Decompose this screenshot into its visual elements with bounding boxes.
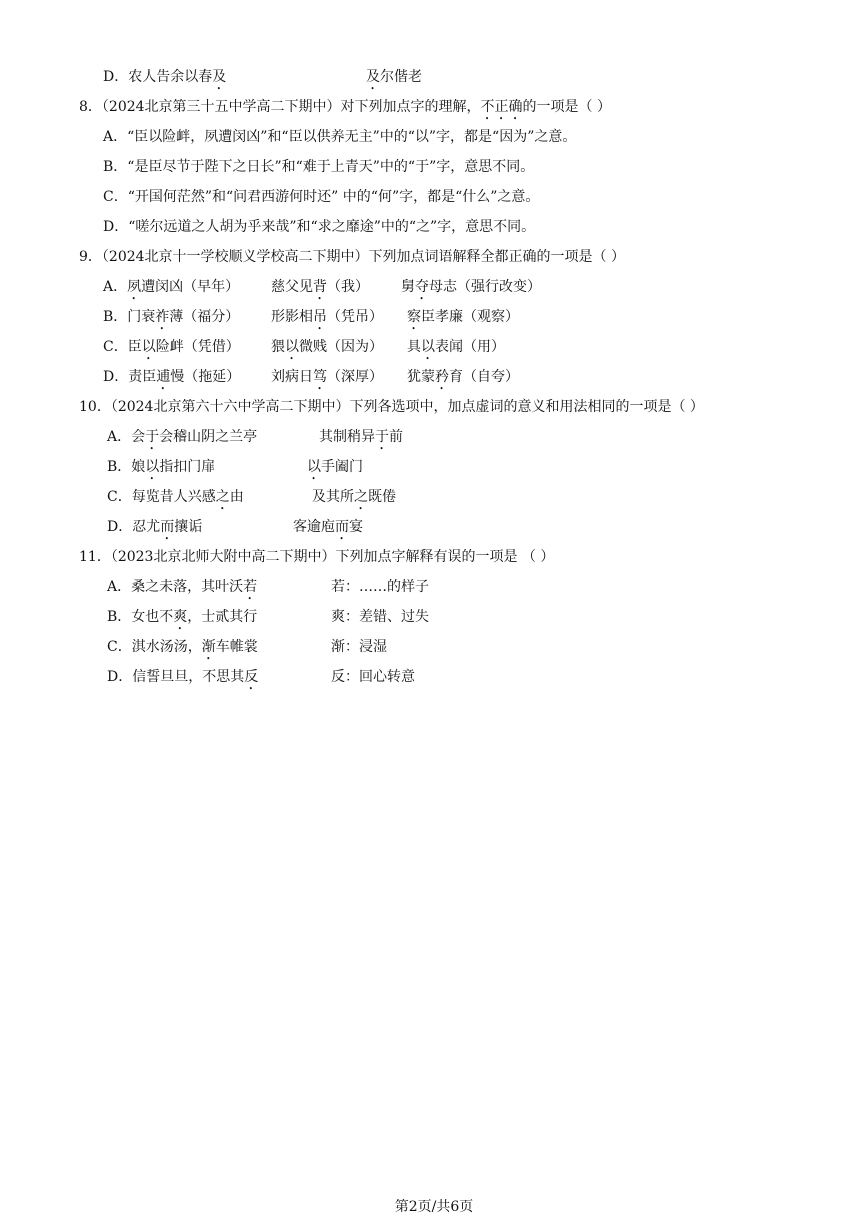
q11-option-c-gloss: 渐：浸湿	[331, 639, 387, 655]
q8-option-d: D．“嗟尔远道之人胡为乎来哉”和“求之靡途”中的“之”字，意思不同。	[103, 219, 536, 235]
q9-option-a-third: 舅夺母志（强行改变）	[401, 279, 541, 295]
q10-option-a: A．会于会稽山阴之兰亭	[107, 429, 258, 445]
q11-option-a-gloss: 若：……的样子	[331, 579, 429, 595]
q10-option-b-second: 以手阖门	[307, 459, 363, 475]
q7-option-d: D．农人告余以春及	[103, 69, 227, 85]
q9-option-d: D．责臣逋慢（拖延）	[103, 369, 241, 385]
q9-option-b: B．门衰祚薄（福分）	[103, 309, 240, 325]
q9-option-c: C．臣以险衅（凭借）	[103, 339, 240, 355]
q9-option-b-third: 察臣孝廉（观察）	[407, 309, 519, 325]
q9-option-d-third: 犹蒙矜育（自夸）	[407, 369, 519, 385]
question-11-stem: 11．（2023北京北师大附中高二下期中）下列加点字解释有误的一项是 （ ）	[79, 549, 555, 565]
q10-option-d-second: 客逾庖而宴	[293, 519, 363, 535]
q9-option-c-third: 具以表闻（用）	[407, 339, 505, 355]
q10-option-c: C．每览昔人兴感之由	[107, 489, 244, 505]
q9-option-a: A．夙遭闵凶（早年）	[103, 279, 240, 295]
q11-option-d-gloss: 反：回心转意	[331, 669, 415, 685]
q11-option-d: D．信誓旦旦，不思其反	[107, 669, 259, 685]
q10-option-a-second: 其制稍异于前	[319, 429, 403, 445]
page-number-footer: 第2页/共6页	[394, 1199, 474, 1215]
q11-option-c: C．淇水汤汤，渐车帷裳	[107, 639, 258, 655]
q8-option-c: C．“开国何茫然”和“问君西游何时还” 中的“何”字，都是“什么”之意。	[103, 189, 540, 205]
q9-option-a-second: 慈父见背（我）	[271, 279, 369, 295]
q8-option-a: A．“臣以险衅，夙遭闵凶”和“臣以供养无主”中的“以”字，都是“因为”之意。	[103, 129, 577, 145]
q9-option-c-second: 猥以微贱（因为）	[271, 339, 383, 355]
q10-option-b: B．娘以指扣门扉	[107, 459, 216, 475]
q10-option-c-second: 及其所之既倦	[312, 489, 396, 505]
q11-option-b: B．女也不爽，士贰其行	[107, 609, 258, 625]
q11-option-b-gloss: 爽：差错、过失	[331, 609, 429, 625]
q11-option-a: A．桑之未落，其叶沃若	[107, 579, 258, 595]
q10-option-d: D．忍尤而攘诟	[107, 519, 203, 535]
q9-option-b-second: 形影相吊（凭吊）	[271, 309, 383, 325]
q9-option-d-second: 刘病日笃（深厚）	[271, 369, 383, 385]
q7-option-d-right: 及尔偕老	[366, 69, 422, 85]
question-10-stem: 10．（2024北京第六十六中学高二下期中）下列各选项中，加点虚词的意义和用法相同的一项是（ ）	[79, 399, 704, 415]
q8-option-b: B．“是臣尽节于陛下之日长”和“难于上青天”中的“于”字，意思不同。	[103, 159, 535, 175]
question-8-stem: 8．（2024北京第三十五中学高二下期中）对下列加点字的理解，不正确的一项是（ ）	[79, 99, 611, 115]
question-9-stem: 9．（2024北京十一学校顺义学校高二下期中）下列加点词语解释全都正确的一项是（ ）	[79, 249, 625, 265]
